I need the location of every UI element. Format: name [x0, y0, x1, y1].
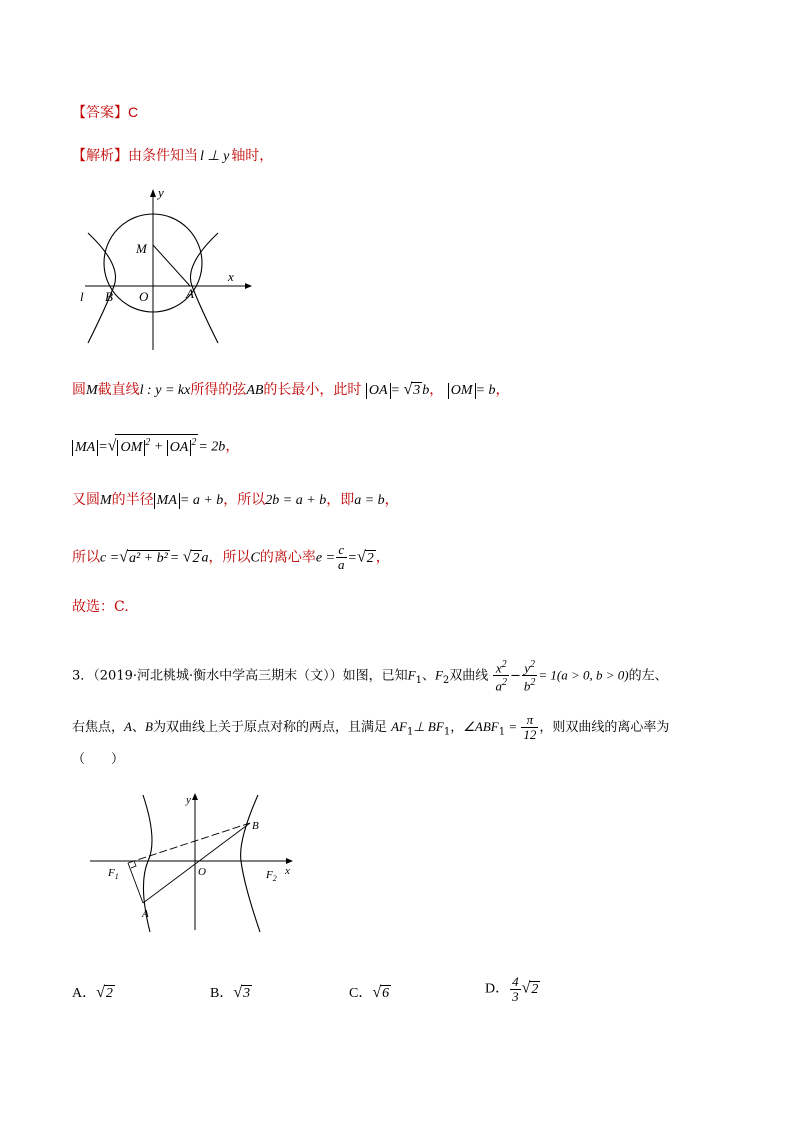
numerator: x	[495, 660, 502, 676]
subscript: 1	[415, 674, 422, 686]
var-M: M	[86, 383, 98, 398]
solution-line-4	[72, 543, 390, 572]
text: 的长最小，此时	[263, 382, 362, 398]
F: F	[266, 869, 273, 881]
fraction-x2-a2: $\frac{x^2}{a^2}$	[495, 659, 507, 694]
F: F	[108, 867, 115, 879]
comma: ，	[375, 549, 390, 566]
option-value: 3	[243, 986, 251, 1001]
fig2-point-B: B	[252, 820, 259, 832]
equals: =	[98, 439, 108, 455]
var-A: A	[124, 719, 132, 734]
text: 双曲线	[449, 668, 489, 684]
var-AB: AB	[246, 383, 264, 398]
numerator: π	[521, 713, 538, 728]
sqrt-symbol: √	[107, 437, 117, 455]
text: ，所以	[223, 492, 266, 508]
fraction-c-a	[336, 543, 347, 572]
sqrt-symbol: √	[182, 548, 192, 566]
fraction-4-3	[510, 975, 521, 1004]
figure-circle-hyperbola	[80, 185, 255, 355]
abs-OA: OA	[366, 383, 391, 399]
line-equation: l : y = kx	[139, 383, 191, 398]
text: 的半径	[111, 492, 154, 508]
option-value: 2	[531, 981, 539, 997]
numerator: 4	[512, 974, 519, 989]
option-b[interactable]	[210, 982, 252, 1002]
fraction-pi-12	[521, 713, 538, 742]
answer-line	[72, 102, 138, 123]
fig2-point-F1	[107, 867, 119, 881]
figure-hyperbola-foci	[88, 790, 298, 935]
text: 所得的弦	[190, 382, 247, 398]
equals: =	[169, 550, 183, 566]
text: ，所以	[208, 549, 251, 566]
var-c: c =	[100, 550, 120, 566]
om-value: = b	[475, 383, 496, 398]
option-label: A．	[72, 986, 97, 1001]
solution-line-1	[72, 380, 509, 401]
denominator: a	[495, 678, 502, 694]
option-label: C．	[349, 986, 373, 1001]
subscript: 2	[442, 674, 450, 686]
var-b: b	[422, 383, 430, 398]
sqrt-symbol: √	[372, 984, 382, 1001]
angle-ABF1: ∠ABF	[463, 719, 499, 734]
answer-label: 【答案】	[72, 105, 128, 121]
text: 、	[421, 668, 435, 684]
fig2-x-label: x	[285, 865, 290, 877]
comma: ，	[495, 382, 510, 398]
abs-MA: MA	[154, 493, 180, 509]
condition: (a > 0, b > 0)	[556, 667, 629, 683]
text: 所以	[72, 549, 100, 566]
sqrt-2: 2	[366, 550, 374, 566]
sqrt-symbol: √	[521, 979, 531, 997]
sqrt-content: OM $^2$ + OA $^2$	[115, 434, 198, 456]
choose-line: 故选：C.	[72, 599, 129, 615]
text: ，即	[326, 492, 355, 508]
question-3-answer-blank: （ ）	[72, 752, 125, 767]
sqrt-symbol: √	[96, 984, 105, 1001]
sqrt-symbol: √	[403, 381, 413, 398]
abs-OM: OM	[117, 440, 145, 456]
option-d[interactable]	[485, 975, 540, 1004]
fig2-point-F2	[265, 869, 277, 883]
equals-one: = 1	[538, 667, 557, 683]
option-a[interactable]	[72, 982, 115, 1002]
text: 的离心率	[259, 549, 316, 566]
equals: =	[390, 383, 404, 398]
abs-OA: OA	[167, 440, 192, 456]
equation: a = b	[354, 493, 385, 508]
fig2-point-A: A	[142, 908, 149, 920]
sqrt-3: 3	[413, 383, 421, 398]
fig1-y-label: y	[158, 185, 164, 200]
analysis-label: 【解析】	[72, 148, 128, 164]
comma: ，	[450, 720, 464, 735]
option-value: 6	[382, 986, 390, 1001]
analysis-line	[72, 146, 273, 167]
equation: 2b = a + b	[265, 493, 327, 508]
option-label: D．	[485, 981, 510, 997]
fraction-y2-b2: $\frac{y^2}{b^2}$	[523, 659, 536, 694]
text: 为双曲线上关于原点对称的两点，且满足	[152, 720, 387, 735]
fig2-point-O: O	[198, 866, 206, 878]
analysis-text: 由条件知当	[128, 148, 198, 164]
fig1-x-label: x	[228, 269, 234, 284]
equals: =	[347, 550, 357, 566]
fig1-point-A: A	[186, 286, 194, 301]
sqrt-symbol: √	[357, 548, 366, 566]
var-F: F	[434, 667, 443, 683]
denominator: 3	[512, 989, 519, 1004]
solution-line-2	[72, 434, 239, 458]
analysis-tail: 轴时，	[231, 148, 274, 164]
abs-OM: OM	[448, 383, 476, 399]
denominator: b	[523, 678, 531, 694]
solution-line-3	[72, 490, 399, 511]
fig1-line-l: l	[80, 289, 84, 304]
denominator: 12	[523, 727, 537, 742]
text: 、	[131, 720, 145, 735]
text: ，则双曲线的离心率为	[539, 720, 670, 735]
text: 截直线	[97, 382, 140, 398]
text: 的左、	[628, 668, 668, 684]
result: = 2b	[198, 439, 226, 455]
numerator: c	[336, 543, 347, 558]
segment-BF1: ⊥ BF	[413, 719, 444, 734]
question-3-line-1: 3．（2019·河北桃城·衡水中学高三期末（文））如图，已知$F_1$、$F_2$双曲线 $\frac{x^2}{a^2}$ − $\frac{y^2}{b^2}$ = 1(a > 0, b > 0)的左、	[72, 659, 668, 694]
var-M: M	[100, 493, 112, 508]
option-value: 2	[105, 986, 113, 1001]
fig1-point-M: M	[136, 241, 147, 256]
var-a: a	[201, 550, 209, 566]
sqrt-symbol: √	[233, 984, 243, 1001]
comma: ，	[429, 382, 444, 398]
subscript: 1	[114, 872, 119, 881]
question-3-line-2: 右焦点，A、B为双曲线上关于原点对称的两点，且满足 $AF_1\perp$ $BF_1$，$\angle ABF_1$ = $\frac{\pi}{12}$ ，则双曲线的离心率为	[72, 712, 670, 742]
fig1-point-B: B	[105, 289, 113, 304]
var-B: B	[144, 719, 153, 734]
fig1-point-O: O	[139, 289, 149, 304]
numerator: y	[524, 660, 530, 676]
text: 3．（2019·河北桃城·衡水中学高三期末（文））如图，已知	[72, 668, 408, 684]
text: 又圆	[72, 492, 100, 508]
option-label: B．	[210, 986, 234, 1001]
text: 右焦点，	[72, 720, 125, 735]
var-C: C	[250, 550, 260, 566]
sqrt-content: a² + b²	[128, 550, 168, 566]
abs-MA: MA	[72, 440, 98, 456]
subscript: 2	[272, 874, 277, 883]
comma: ，	[225, 438, 240, 455]
sqrt-symbol: √	[119, 548, 128, 566]
comma: ，	[384, 492, 399, 508]
var-F: F	[407, 667, 416, 683]
answer-value: C	[128, 104, 139, 120]
sqrt-2: 2	[192, 550, 200, 566]
fig2-y-label: y	[186, 794, 191, 806]
text: 圆	[72, 382, 86, 398]
denominator: a	[338, 557, 345, 572]
option-c[interactable]	[349, 982, 391, 1002]
analysis-condition: l ⊥ y	[200, 149, 230, 164]
var-e: e =	[315, 550, 336, 566]
radius-value: = a + b	[179, 493, 224, 508]
segment-AF1: AF	[391, 719, 407, 734]
